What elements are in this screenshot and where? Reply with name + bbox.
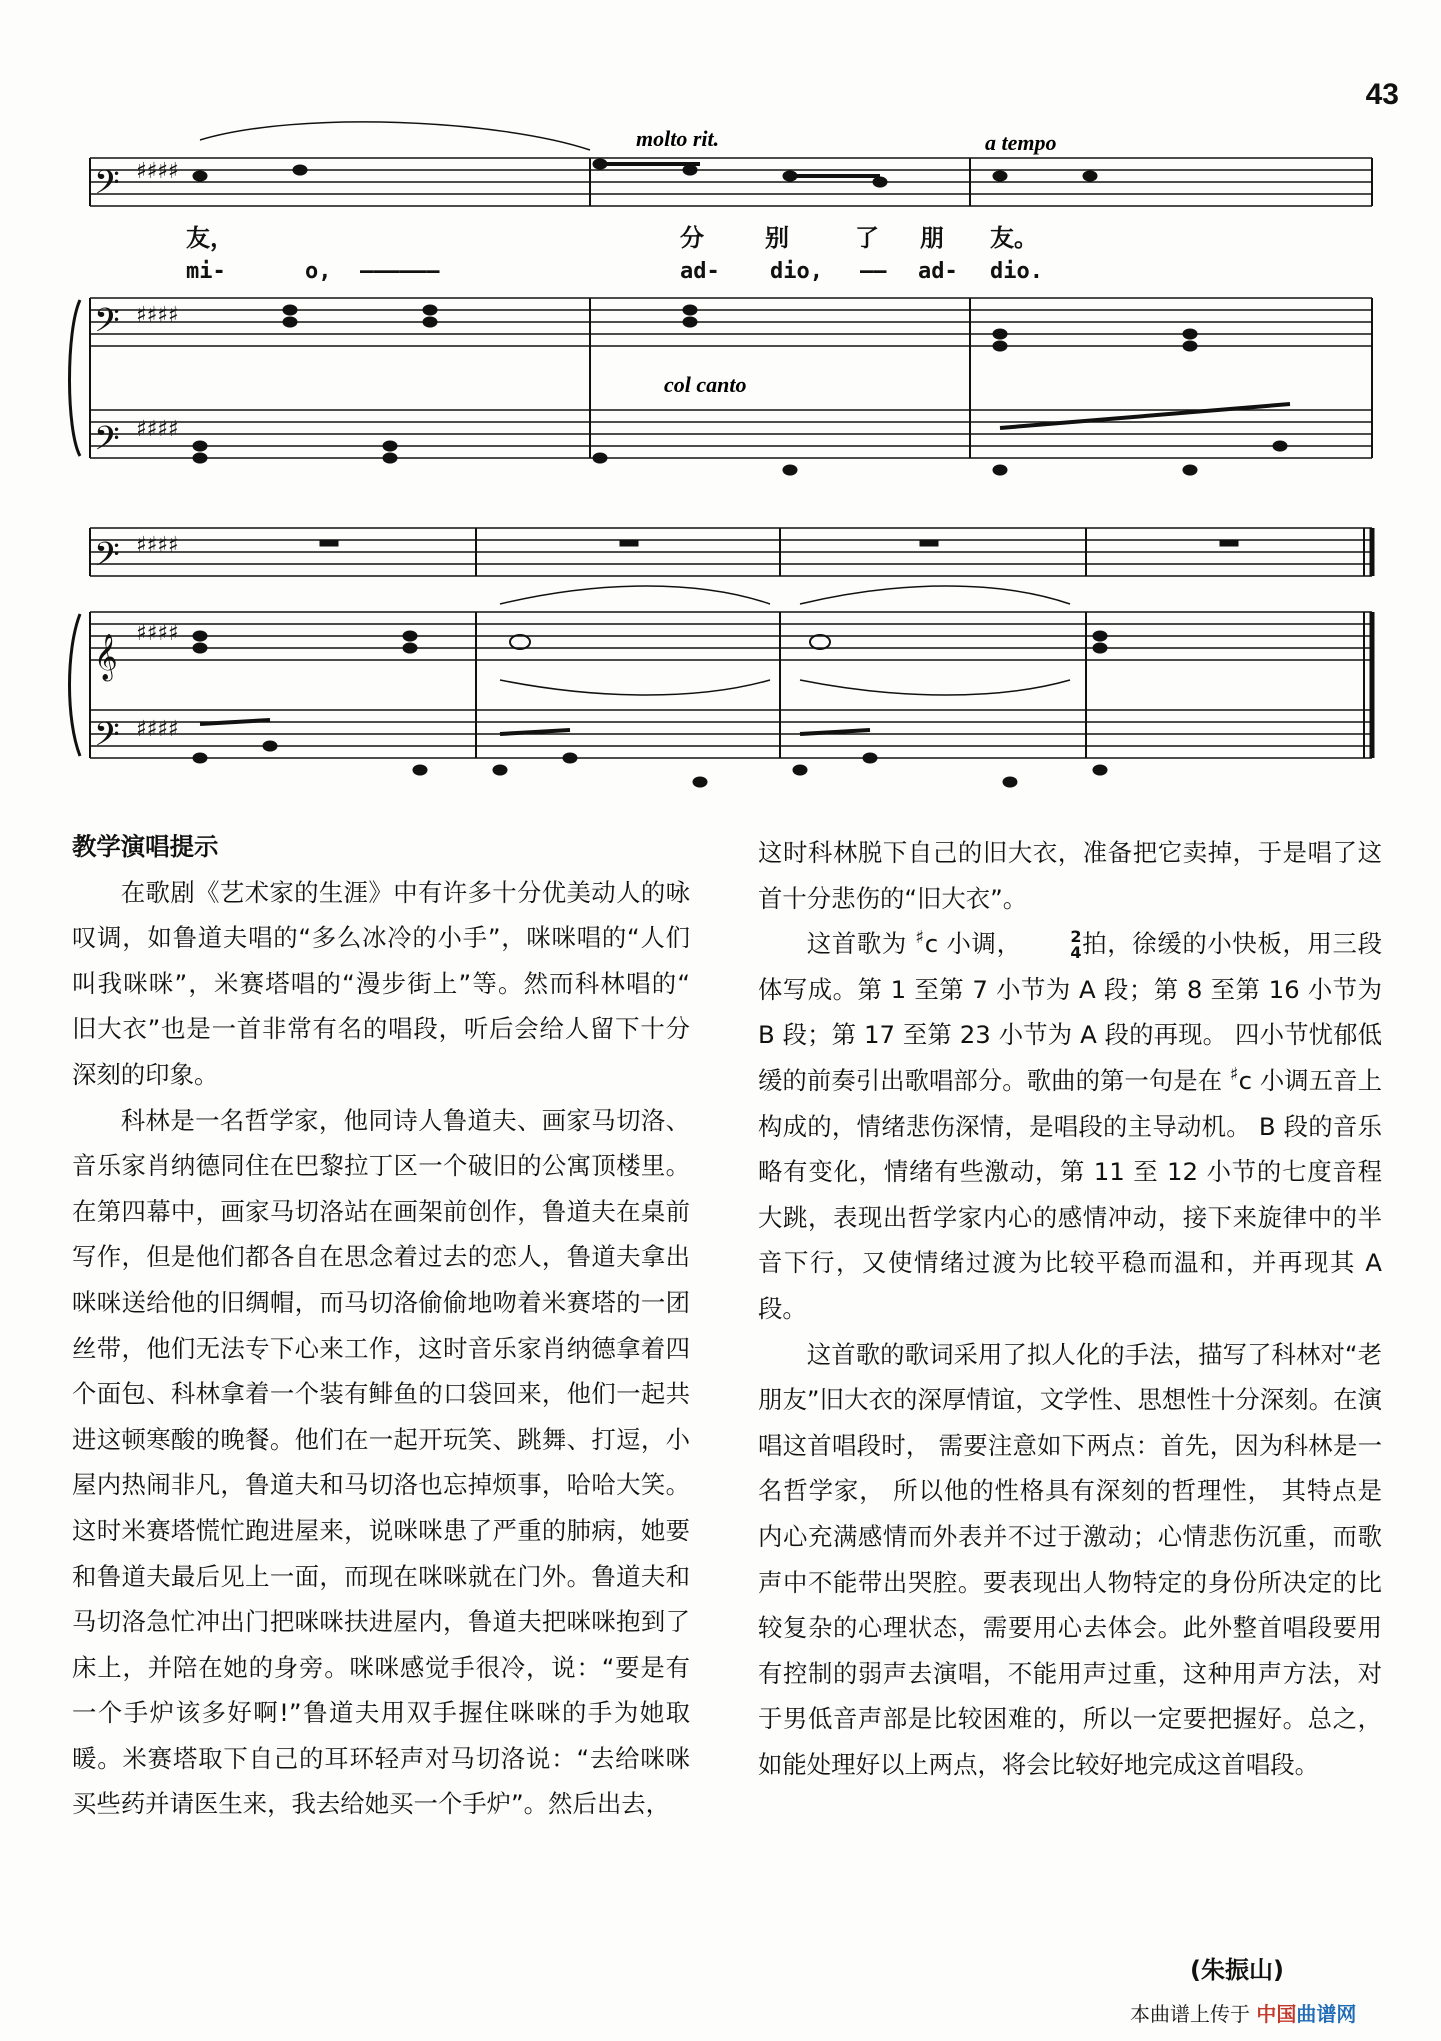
voice-staff-2 [90, 528, 1372, 576]
lyric-it: ad- [918, 259, 958, 284]
piano-lower-staff-2 [90, 710, 1372, 758]
article-paragraph: 这首歌为 ♯c 小调， 2 4 拍，徐缓的小快板，用三段体写成。第 1 至第 7 小节为 A 段；第 8 至第 16 小节为 B 段；第 17 至第 23 小节为 A 段的再现。 四小节忧郁低缓的前奏引出歌唱部分。歌曲的第一句是在 ♯c 小调五音上构成的，情绪悲伤深情，是唱段的主导动机。 B 段的音乐略有变化，情绪有些激动，第 11 至 12 小节的七度音程大跳，表现出哲学家内心的感情冲动，接下来旋律中的半音下行，又使情绪过渡为比较平稳而温和，并再现其 A 段。 [758, 927, 1382, 1323]
tempo-a-tempo: a tempo [985, 130, 1057, 155]
svg-text:𝄢: 𝄢 [94, 536, 120, 582]
svg-text:♯♯♯♯: ♯♯♯♯ [136, 417, 179, 442]
svg-text:♯♯♯♯: ♯♯♯♯ [136, 533, 179, 558]
svg-text:♯♯♯♯: ♯♯♯♯ [136, 717, 179, 742]
music-score [0, 0, 1441, 800]
article-paragraph: 科林是一名哲学家，他同诗人鲁道夫、画家马切洛、音乐家肖纳德同住在巴黎拉丁区一个破旧的公寓顶楼里。在第四幕中，画家马切洛站在画架前创作，鲁道夫在桌前写作，但是他们都各自在思念着过去的恋人，鲁道夫拿出咪咪送给他的旧绸帽，而马切洛偷偷地吻着米赛塔的一团丝带，他们无法专下心来工作，这时音乐家肖纳德拿着四个面包、科林拿着一个装有鲱鱼的口袋回来，他们一起共进这顿寒酸的晚餐。他们在一起开玩笑、跳舞、打逗，小屋内热闹非凡，鲁道夫和马切洛也忘掉烦事，哈哈大笑。这时米赛塔慌忙跑进屋来，说咪咪患了严重的肺病，她要和鲁道夫最后见上一面，而现在咪咪就在门外。鲁道夫和马切洛急忙冲出门把咪咪扶进屋内，鲁道夫把咪咪抱到了床上，并陪在她的身旁。咪咪感觉手很冷，说：“要是有一个手炉该多好啊!”鲁道夫用双手握住咪咪的手为她取暖。米赛塔取下自己的耳环轻声对马切洛说：“去给咪咪买些药并请医生来，我去给她买一个手炉”。然后出去， [72, 1105, 690, 1819]
tempo-molto-rit: molto rit. [636, 126, 720, 151]
piano-lower-staff [90, 410, 1372, 458]
voice-staff [90, 158, 1372, 206]
lyric-it: dio. [990, 259, 1043, 284]
page-number: 43 [1365, 78, 1399, 111]
svg-text:♯♯♯♯: ♯♯♯♯ [136, 621, 179, 646]
footer-watermark: 本曲谱上传于 中国曲谱网 [1130, 2002, 1357, 2026]
lyric-zh: 友， [186, 224, 234, 252]
lyric-it: mi- [186, 259, 226, 284]
article-left-column [72, 824, 690, 1827]
piano-upper-staff [90, 298, 1372, 346]
svg-text:𝄢: 𝄢 [94, 716, 120, 762]
svg-text:♯♯♯♯: ♯♯♯♯ [136, 159, 179, 184]
svg-text:♯♯♯♯: ♯♯♯♯ [136, 303, 179, 328]
lyric-zh: 友。 [990, 224, 1038, 252]
lyric-zh: 了 [855, 224, 879, 252]
lyric-it: —— [860, 259, 887, 284]
article-right-column [758, 830, 1382, 1787]
lyric-it: ad- [680, 259, 720, 284]
svg-text:𝄞: 𝄞 [94, 634, 118, 680]
svg-text:𝄢: 𝄢 [94, 164, 120, 210]
piano-upper-staff-2 [90, 612, 1372, 660]
article-heading: 教学演唱提示 [72, 832, 219, 861]
lyric-it: o, [305, 259, 332, 284]
lyric-it: dio, [770, 259, 823, 284]
lyric-zh: 别 [765, 224, 789, 252]
article-paragraph: 这时科林脱下自己的旧大衣，准备把它卖掉，于是唱了这首十分悲伤的“旧大衣”。 [758, 838, 1382, 913]
article-paragraph: 在歌剧《艺术家的生涯》中有许多十分优美动人的咏叹调，如鲁道夫唱的“多么冰冷的小手”，咪咪唱的“人们叫我咪咪”，米赛塔唱的“漫步街上”等。然而科林唱的“ 旧大衣”也是一首非常有名的唱段，听后会给人留下十分深刻的印象。 [72, 877, 690, 1089]
svg-text:𝄢: 𝄢 [94, 302, 120, 348]
lyric-zh: 分 [680, 224, 704, 252]
author: (朱振山) [1190, 1956, 1284, 1984]
tempo-col-canto: col canto [664, 372, 747, 397]
lyric-zh: 朋 [920, 224, 944, 252]
svg-text:𝄢: 𝄢 [94, 420, 120, 466]
article-paragraph: 这首歌的歌词采用了拟人化的手法，描写了科林对“老朋友”旧大衣的深厚情谊，文学性、思想性十分深刻。在演唱这首唱段时， 需要注意如下两点：首先，因为科林是一名哲学家， 所以他的性格具有深刻的哲理性， 其特点是内心充满感情而外表并不过于激动；心情悲伤沉重，而歌声中不能带出哭腔。要表现出人物特定的身份所决定的比较复杂的心理状态，需要用心去体会。此外整首唱段要用有控制的弱声去演唱，不能用声过重，这种用声方法，对于男低音声部是比较困难的，所以一定要把握好。总之，如能处理好以上两点，将会比较好地完成这首唱段。 [758, 1339, 1382, 1779]
lyric-it: —————— [360, 259, 440, 284]
